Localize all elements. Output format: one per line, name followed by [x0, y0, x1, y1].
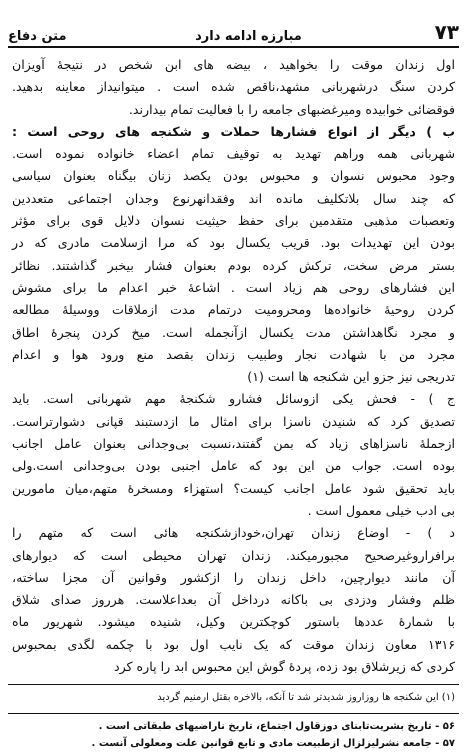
text-line: ظلم وفشار ودزدی بی باکانه درداخل آن بعداعلاست. هرروز صدای شلاق [12, 592, 455, 608]
endnote-line: ۵۶ - تاریخ بشریت‌تابنای دوزقاول اجتماع، تاریخ ناراضیهای طبقاتی است . [98, 721, 455, 733]
text-line: که چند سال بلاتکلیف مانده اند وفقدانهرنوع وجدان اجتماعی متعددین [12, 190, 455, 206]
running-title: مبارزه ادامه دارد [195, 29, 302, 44]
body-text [8, 54, 459, 678]
text-line: این فشارهای روحی هم زیاد است . اشاعهٔ خبر اعدام ما برای مشوش [12, 279, 455, 295]
endnote-line: ۵۷ - جامعه نشرلیزلزال ازطبیعت مادی و تابع قوانین علت ومعلولی آنست . [91, 738, 455, 750]
text-line: وتعصبات مذهبی متقدمین برای حفظ حیثیت نسوان دلایل قوی برای مؤثر [12, 213, 455, 229]
text-line: د ) - اوضاع زندان تهران،خودازشکنجه هائی است که متهم را [12, 525, 455, 541]
text-line: باید تحقیق شود عامل اجانب کیست؟ استهزاء ومسخرهٔ متهم،میان مامورین [12, 480, 455, 496]
text-line: کردی که زیرشلاق بود زده، پردهٔ گوش این محبوس ابد را پاره کرد [114, 659, 455, 675]
text-line: با شمارهٔ عددها باستور کوچکترین وکیل، شنیده میشود. شهریور ماه [12, 614, 455, 630]
text-line: تصدیق کرد که شنیدن ناسزا برای امثال ما ازدستبند قپانی دشوارتراست. [12, 413, 455, 429]
text-line: بودن این تهدیدات بود. قریب یکسال بود که مرا ازسلامت مادری که در [12, 235, 455, 251]
text-line: آن مانند دیوارچین، داخل زندان را ازکشور وقوانین آن مجزا ساخته، [12, 569, 455, 585]
text-line: ج ) - فحش یکی ازوسائل فشارو شکنجهٔ مهم شهربانی است. باید [12, 391, 455, 407]
text-line: وجود محبوس نسوان و محبوس بودن یکصد زنان بیگناه بعنوان سیاسی [12, 168, 455, 184]
text-line: بی ادب خیلی معمول است . [307, 502, 455, 518]
page-number: ۷۳ [434, 20, 459, 44]
text-line: مجرد من با شهادت نجار وطبیب زندان بقصد منع ورود هوا و اعدام [12, 346, 455, 362]
text-line: ۱۳۱۶ معاون زندان موقت که یک نایب اول بود با چکمه لگدی بمحبوس [12, 636, 455, 652]
text-line: بوده است. جواب من این بود که عامل اجنبی بودن بی‌وجدانی است.ولی [12, 458, 455, 474]
footnote: (۱) این شکنجه ها روزاروز شدیدتر شد تا آنکه، بالاخره بقتل ارمنیم گردید [157, 692, 455, 704]
text-line: برافراروغیرصحیح مجبورمیکند. زندان تهران محیطی است که دیوارهای [12, 547, 455, 563]
text-line: کردن روحیهٔ خانواده‌ها ومحرومیت درتمام مدت ازملاقات ووسیلهٔ مطالعه [12, 302, 455, 318]
text-line: بستر مرض سخت، ترکش کرده بودم بعنوان فشار بیخبر گذاشتند. نظائر [12, 257, 455, 273]
footnote-divider [8, 684, 459, 685]
endnote-divider [8, 713, 459, 714]
text-line: و مجرد نگاهداشتن مدت یکسال ازآنجمله است. میخ کردن پنجرهٔ اطاق [12, 324, 455, 340]
text-line: ازجملهٔ ناسزاهای زیاد که بمن گفتند،نسبت بی‌وجدانی بعنوان عامل اجانب [12, 436, 455, 452]
page-header [8, 4, 459, 48]
text-line: شهربانی همه وراهم تهدید به توقیف تمام اعضاء خانواده نموده است. [12, 146, 455, 162]
section-tag: متن دفاع [8, 29, 67, 44]
text-line: اول زندان موقت را بخواهید ، بیضه های ابن شخص در نتیجهٔ آویزان [12, 57, 455, 72]
text-line: ب ) دیگر از انواع فشارها حملات و شکنجه های روحی است : [12, 123, 455, 139]
text-line: فوقضائی خوابیده ومیرغضبهای جامعه را با فعالیت تمام بیدارند. [128, 101, 455, 117]
text-line: تدریجی نیز جزو این شکنجه ها است (۱) [247, 369, 455, 385]
text-line: کردن سنگ درشهربانی مشهد،ناقص شده است . میتوانیداز معاینه بدهید. [12, 79, 455, 95]
